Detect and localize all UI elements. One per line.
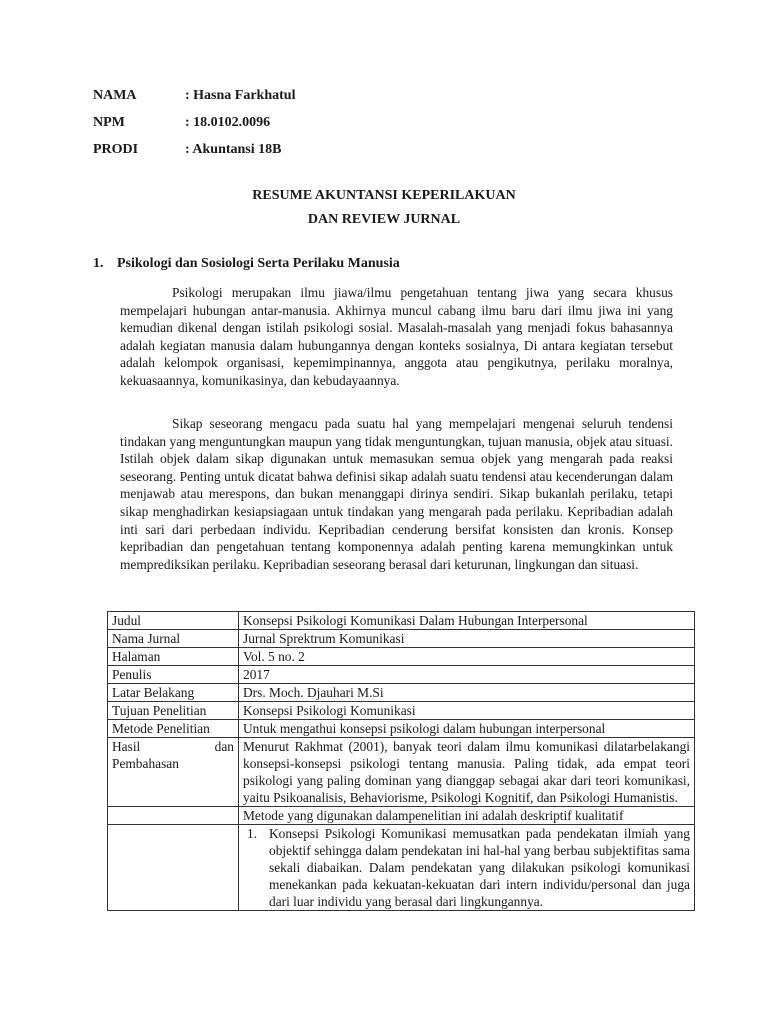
list-item-text: Konsepsi Psikologi Komunikasi memusatkan pada pendekatan ilmiah yang objektif sehingga dalam pendekatan ini hal-hal yang berbau subjektifitas sama sekali diabaikan. Dalam pendekatan yang dilakukan psikologi komunikasi menekankan pada kekuatan-kekuatan dari intern individu/personal dan juga dari luar individu yang berasal dari lingkungannya.: [269, 826, 690, 909]
info-row-npm: [93, 113, 295, 140]
table-row: [108, 702, 695, 720]
list-item-number: 1.: [247, 826, 258, 841]
table-row: [108, 720, 695, 738]
table-row: [108, 630, 695, 648]
row-key: Latar Belakang: [108, 684, 239, 702]
document-title-line-2: DAN REVIEW JURNAL: [307, 212, 461, 227]
row-value: Konsepsi Psikologi Komunikasi: [239, 702, 695, 720]
section-1-number: 1.: [93, 256, 104, 271]
list-item: [243, 825, 690, 910]
info-row-prodi: [93, 140, 295, 167]
hasil-key-word-3: Pembahasan: [112, 756, 179, 771]
row-value-list: [239, 825, 695, 911]
row-value: Jurnal Sprektrum Komunikasi: [239, 630, 695, 648]
row-value: Drs. Moch. Djauhari M.Si: [239, 684, 695, 702]
student-info: [93, 86, 295, 167]
row-value-metode-note: Metode yang digunakan dalampenelitian ini adalah deskriptif kualitatif: [239, 807, 695, 825]
nama-value: : Hasna Farkhatul: [185, 88, 296, 103]
row-value-hasil: Menurut Rakhmat (2001), banyak teori dalam ilmu komunikasi dilatarbelakangi konsepsi-konsepsi psikologi tentang manusia. Paling tidak, ada empat teori psikologi yang paling dominan yang dianggap sebagai akar dari teori komunikasi, yaitu Psikoanalisis, Behaviorisme, Psikologi Kognitif, dan Psikologi Humanistis.: [239, 738, 695, 807]
hasil-key-word-1: Hasil: [112, 739, 141, 754]
prodi-value: : Akuntansi 18B: [185, 142, 282, 157]
row-key: Tujuan Penelitian: [108, 702, 239, 720]
row-key: Halaman: [108, 648, 239, 666]
document-title-line-1: RESUME AKUNTANSI KEPERILAKUAN: [252, 188, 516, 203]
row-value: 2017: [239, 666, 695, 684]
paragraph-psikologi: Psikologi merupakan ilmu jiawa/ilmu pengetahuan tentang jiwa yang secara khusus mempelajari hubungan antar-manusia. Akhirnya muncul cabang ilmu baru dari ilmu jiwa ini yang kemudian dikenal dengan istilah psikologi sosial. Masalah-masalah yang menjadi fokus bahasannya adalah kegiatan manusia dalam hubungannya dengan konteks sosialnya, Di antara kegiatan tersebut adalah kelompok organisasi, kepemimpinannya, anggota atau pengikutnya, perilaku moralnya, kekuasaannya, komunikasinya, dan kebudayaannya.: [120, 285, 673, 388]
table-row-metode-note: [108, 807, 695, 825]
table-row: [108, 648, 695, 666]
table-row: [108, 684, 695, 702]
table-row-list: [108, 825, 695, 911]
row-key: Nama Jurnal: [108, 630, 239, 648]
row-key: Judul: [108, 612, 239, 630]
hasil-key-word-2: dan: [214, 739, 234, 754]
row-key: Metode Penelitian: [108, 720, 239, 738]
row-value: Konsepsi Psikologi Komunikasi Dalam Hubungan Interpersonal: [239, 612, 695, 630]
nama-label: NAMA: [93, 88, 137, 103]
npm-value: : 18.0102.0096: [185, 115, 271, 130]
row-key-empty: [108, 807, 239, 825]
info-row-nama: [93, 86, 295, 113]
row-key: Penulis: [108, 666, 239, 684]
table-row: [108, 666, 695, 684]
section-1-title: Psikologi dan Sosiologi Serta Perilaku Manusia: [117, 256, 400, 271]
prodi-label: PRODI: [93, 142, 139, 157]
row-value: Vol. 5 no. 2: [239, 648, 695, 666]
table-row: [108, 612, 695, 630]
section-1-heading: [93, 256, 400, 272]
journal-review-table: [107, 611, 695, 911]
row-key-empty: [108, 825, 239, 911]
paragraph-sikap: Sikap seseorang mengacu pada suatu hal yang mempelajari mengenai seluruh tendensi tindakan yang menguntungkan maupun yang tidak menguntungkan, tujuan manusia, objek atau situasi. Istilah objek dalam sikap digunakan untuk memasukan semua objek yang mengarah pada reaksi seseorang. Penting untuk dicatat bahwa definisi sikap adalah suatu tendensi atau kecenderungan dalam menjawab atau merespons, dan bukan menanggapi dirinya sendiri. Sikap bukanlah perilaku, tetapi sikap menghadirkan kesiapsiagaan untuk tindakan yang mengarah pada perilaku. Kepribadian adalah inti sari dari perbedaan individu. Kepribadian cenderung bersifat konsisten dan kronis. Konsep kepribadian dan pengetahuan tentang komponennya adalah penting karena memungkinkan untuk memprediksikan perilaku. Kepribadian seseorang berasal dari keturunan, lingkungan dan situasi.: [120, 416, 673, 572]
npm-label: NPM: [93, 115, 125, 130]
table-row-hasil: [108, 738, 695, 807]
row-key-hasil: [108, 738, 239, 807]
row-value: Untuk mengathui konsepsi psikologi dalam hubungan interpersonal: [239, 720, 695, 738]
